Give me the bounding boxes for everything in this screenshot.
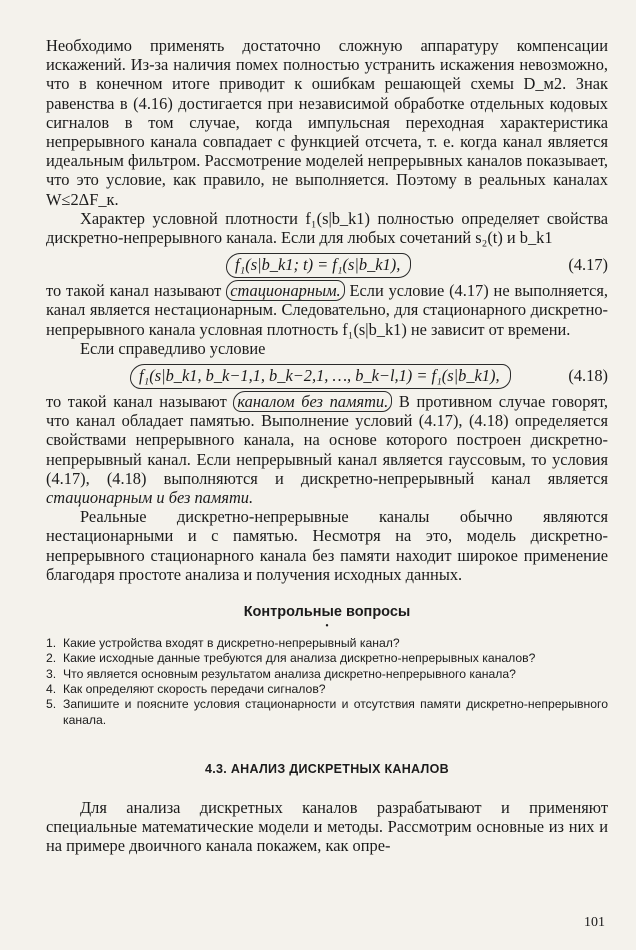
question-text: Что является основным результатом анализа дискретно-непрерывного канала? bbox=[63, 666, 516, 681]
question-text: Какие исходные данные требуются для анализа дискретно-непрерывных каналов? bbox=[63, 651, 536, 666]
question-number: 5. bbox=[46, 697, 57, 712]
term-memoryless: каналом без памяти. bbox=[233, 391, 392, 412]
question-text: Запишите и поясните условия стационарности и отсутствия памяти дискретно-непрерывного канала. bbox=[63, 697, 608, 727]
equation-4-18-number: (4.18) bbox=[568, 366, 608, 386]
subsection-title: 4.3. АНАЛИЗ ДИСКРЕТНЫХ КАНАЛОВ bbox=[205, 761, 449, 776]
term-stationary-memoryless: стационарным и без памяти. bbox=[46, 488, 254, 508]
paragraph-real-channels: Реальные дискретно-непрерывные каналы обычно являются нестационарными и с памятью. Несмотря на это, модель дискретно-непрерывного стационарного канала без памяти находит широкое применение благодаря простоте анализа и получения исходных данных. bbox=[46, 507, 608, 584]
list-item bbox=[46, 651, 608, 666]
text-after-term: Если условие (4.17) не выполняется, канал является нестационарным. Следовательно, для стационарного дискретно-непрерывного канала условная плотность f₁(s|b_k1) не зависит от времени. bbox=[46, 281, 608, 339]
questions-list bbox=[46, 636, 608, 728]
equation-4-18 bbox=[46, 358, 608, 392]
question-number: 4. bbox=[46, 681, 57, 696]
question-text: Какие устройства входят в дискретно-непрерывный канал? bbox=[63, 636, 400, 651]
list-item bbox=[46, 636, 608, 651]
page-body bbox=[46, 36, 608, 855]
text-before-term: то такой канал называют bbox=[46, 392, 227, 412]
paragraph-stationary bbox=[46, 281, 608, 339]
paragraph-distortion: Необходимо применять достаточно сложную аппаратуру компенсации искажений. Из-за наличия помех полностью устранить искажения невозможно, что в конечном итоге приводит к ошибкам решающей схемы D_м2. Знак равенства в (4.16) достигается при независимой обработке отдельных кодовых сигналов в том случае, когда импульсная переходная характеристика непрерывного канала совпадает с функцией отсчета, т. е. когда канал является идеальным фильтром. Рассмотрение моделей непрерывных каналов показывает, что это условие, как правило, не выполняется. Поэтому в реальных каналах W≤2ΔF_к. bbox=[46, 36, 608, 209]
list-item bbox=[46, 697, 608, 728]
term-stationary: стационарным. bbox=[226, 280, 344, 301]
question-number: 1. bbox=[46, 636, 57, 651]
text-before-term: то такой канал называют bbox=[46, 281, 222, 301]
page-number: 101 bbox=[584, 915, 605, 930]
paragraph-if-condition: Если справедливо условие bbox=[80, 338, 266, 358]
list-item bbox=[46, 682, 608, 697]
equation-4-17-expression: f₁(s|b_k1; t) = f₁(s|b_k1), bbox=[226, 253, 411, 278]
bullet-dot: • bbox=[325, 621, 329, 633]
question-number: 2. bbox=[46, 651, 57, 666]
equation-4-17-number: (4.17) bbox=[568, 255, 608, 275]
text-middle: В противном случае говорят, что канал обладает памятью. Выполнение условий (4.17), (4.18) определяется свойствами непрерывного канала, на основе которого построен дискретно-непрерывный канал. Если непрерывный канал является гауссовым, то условия (4.17), (4.18) выполняются и дискретно-непрерывный канал является bbox=[46, 392, 608, 488]
equation-4-17 bbox=[46, 247, 608, 281]
paragraph-conditional-density: Характер условной плотности f₁(s|b_k1) полностью определяет свойства дискретно-непрерывного канала. Если для любых сочетаний s₂(t) и b_k1 bbox=[46, 208, 608, 248]
list-item bbox=[46, 667, 608, 682]
section-title: Контрольные вопросы bbox=[243, 604, 411, 621]
question-text: Как определяют скорость передачи сигналов? bbox=[63, 681, 326, 696]
paragraph-discrete-analysis: Для анализа дискретных каналов разрабатывают и применяют специальные математические модели и методы. Рассмотрим основные из них и на примере двоичного канала покажем, как опре- bbox=[46, 797, 608, 856]
question-number: 3. bbox=[46, 666, 57, 681]
equation-4-18-expression: f₁(s|b_k1, b_k−1,1, b_k−2,1, …, b_k−l,1) = f₁(s|b_k1), bbox=[130, 364, 511, 389]
paragraph-memoryless bbox=[46, 392, 608, 507]
